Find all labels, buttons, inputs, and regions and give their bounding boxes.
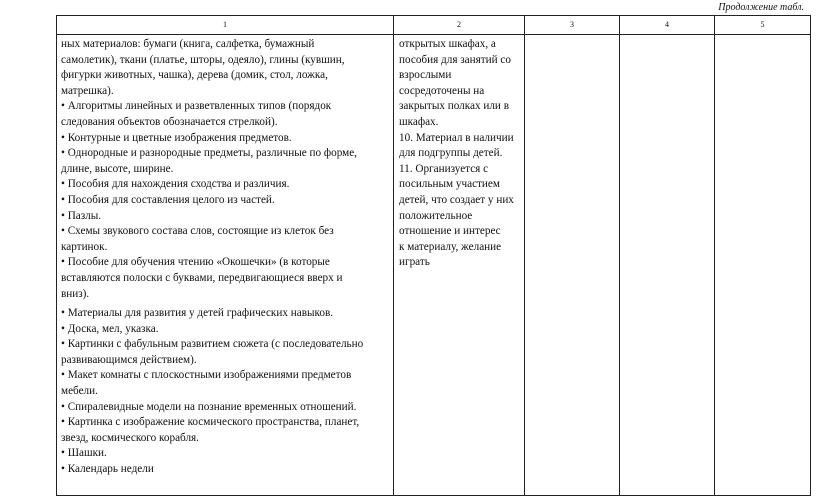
list-item: • Картинки с фабульным развитием сюжета (с последовательно: [61, 338, 364, 351]
text-line: отношение и интерес: [399, 225, 501, 238]
header-cell-5: 5: [715, 16, 811, 35]
text-line: вставляются полоски с буквами, передвигающиеся вверх и: [61, 271, 343, 284]
list-item: • Календарь недели: [61, 463, 154, 476]
list-item: • Пособия для нахождения сходства и различия.: [61, 178, 290, 191]
materials-cell: [57, 35, 394, 496]
text-line: пособия для занятий со: [399, 53, 511, 66]
empty-cell-col3: [525, 35, 620, 496]
header-cell-1: 1: [57, 16, 394, 35]
text-line: шкафах.: [399, 115, 439, 128]
text-line: фигурки животных, чашка), дерева (домик, стол, ложка,: [61, 69, 328, 82]
text-line: взрослыми: [399, 69, 452, 82]
list-item: • Доска, мел, указка.: [61, 322, 159, 335]
list-item: • Шашки.: [61, 447, 107, 460]
text-line: звезд, космического корабля.: [61, 431, 199, 444]
text-line: следования объектов обозначается стрелкой).: [61, 115, 278, 128]
conditions-cell: [394, 35, 525, 496]
text-line: самолетик), ткани (платье, шторы, одеяло), глины (кувшин,: [61, 53, 345, 66]
list-item: • Спиралевидные модели на познание временных отношений.: [61, 400, 357, 413]
text-line: 10. Материал в наличии: [399, 131, 514, 144]
header-cell-2: 2: [394, 16, 525, 35]
empty-cell-col4: [620, 35, 715, 496]
text-line: закрытых полках или в: [399, 100, 510, 113]
header-cell-3: 3: [525, 16, 620, 35]
text-line: матрешка).: [61, 84, 114, 97]
list-item: • Алгоритмы линейных и разветвленных типов (порядок: [61, 100, 332, 113]
list-item: • Материалы для развития у детей графических навыков.: [61, 307, 334, 320]
list-item: • Пособия для составления целого из частей.: [61, 193, 275, 206]
text-line: развивающимся действием).: [61, 353, 197, 366]
text-line: для подгруппы детей.: [399, 147, 503, 160]
list-item: • Картинка с изображение космического пространства, планет,: [61, 416, 360, 429]
table-row: [57, 35, 811, 496]
list-item: • Пособие для обучения чтению «Окошечки» (в которые: [61, 256, 330, 269]
text-line: сосредоточены на: [399, 84, 485, 97]
header-cell-4: 4: [620, 16, 715, 35]
text-line: вниз).: [61, 287, 90, 300]
list-item: • Однородные и разнородные предметы, различные по форме,: [61, 147, 357, 160]
text-line: открытых шкафах, а: [399, 38, 496, 50]
empty-cell-col5: [715, 35, 811, 496]
text-line: к материалу, желание: [399, 240, 502, 253]
text-line: детей, что создает у них: [399, 193, 514, 206]
text-line: мебели.: [61, 385, 98, 398]
list-item: • Схемы звукового состава слов, состоящие из клеток без: [61, 225, 334, 238]
text-line: 11. Организуется с: [399, 162, 489, 175]
text-line: ных материалов: бумаги (книга, салфетка, бумажный: [61, 38, 315, 50]
list-item: • Макет комнаты с плоскостными изображениями предметов: [61, 369, 352, 382]
list-item: • Пазлы.: [61, 209, 102, 222]
document-table: [56, 15, 811, 496]
text-line: картинок.: [61, 240, 108, 253]
list-item: • Контурные и цветные изображения предметов.: [61, 131, 292, 144]
table-continuation-caption: Продолжение табл.: [718, 2, 804, 13]
text-line: посильным участием: [399, 178, 500, 191]
text-line: положительное: [399, 209, 473, 222]
text-line: длине, высоте, ширине.: [61, 162, 174, 175]
text-line: играть: [399, 256, 430, 269]
table-header-row: [57, 16, 811, 35]
